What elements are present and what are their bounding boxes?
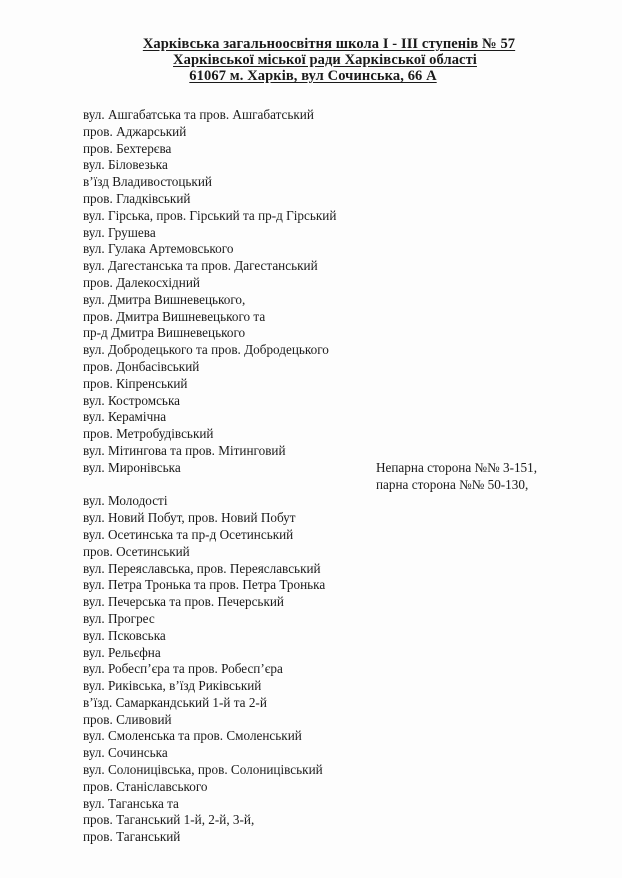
list-item: вул. Робесп’єра та пров. Робесп’єра — [83, 661, 283, 677]
list-item: пров. Бехтерєва — [83, 140, 172, 156]
street-list — [83, 107, 383, 846]
list-item: вул. Псковська — [83, 627, 166, 643]
list-item: вул. Прогрес — [83, 610, 155, 626]
list-item: пров. Метробудівський — [83, 426, 214, 442]
list-item: пров. Донбасівський — [83, 358, 200, 374]
list-item: вул. Гулака Артемовського — [83, 241, 234, 257]
list-item: вул. Сочинська — [83, 745, 168, 761]
list-item: вул. Керамічна — [83, 409, 167, 425]
list-item: вул. Печерська та пров. Печерський — [83, 594, 284, 610]
list-item: пров. Далекосхідний — [83, 274, 200, 290]
list-item: вул. Біловезька — [83, 157, 168, 173]
school-address: 61067 м. Харків, вул Сочинська, 66 А — [189, 68, 437, 84]
school-name: Харківська загальноосвітня школа І - ІІІ ступенів № 57 — [142, 36, 516, 52]
document-header — [0, 36, 622, 84]
list-item: вул. Осетинська та пр-д Осетинський — [83, 526, 294, 542]
list-item: вул. Петра Тронька та пров. Петра Тронька — [83, 577, 326, 593]
list-item: пров. Гладківський — [83, 190, 191, 206]
list-item: вул. Гірська, пров. Гірський та пр-д Гірський — [83, 207, 337, 223]
list-item: вул. Риківська, в’їзд Риківський — [83, 678, 262, 694]
list-item: вул. Миронівська — [83, 459, 181, 475]
list-item: вул. Дмитра Вишневецького, — [83, 291, 246, 307]
list-item: пров. Осетинський — [83, 543, 190, 559]
list-item: пров. Таганський — [83, 829, 181, 845]
list-item: вул. Рельєфна — [83, 644, 161, 660]
list-item: в’їзд. Самаркандський 1-й та 2-й — [83, 694, 267, 710]
school-authority: Харківської міської ради Харківської області — [173, 52, 477, 68]
list-item: вул. Новий Побут, пров. Новий Побут — [83, 510, 296, 526]
list-item: пров. Аджарський — [83, 123, 187, 139]
house-number-note — [376, 459, 537, 493]
list-item: в’їзд Владивостоцький — [83, 174, 212, 190]
list-item: вул. Молодості — [83, 493, 168, 509]
list-item: вул. Ашгабатська та пров. Ашгабатський — [83, 107, 314, 122]
list-item: вул. Смоленська та пров. Смоленський — [83, 728, 302, 744]
even-side-range: парна сторона №№ 50-130, — [376, 477, 529, 492]
list-item: пров. Дмитра Вишневецького та — [83, 308, 266, 324]
list-item: вул. Солоницівська, пров. Солоницівський — [83, 762, 323, 778]
list-item: вул. Костромська — [83, 392, 181, 408]
list-item: пров. Таганський 1-й, 2-й, 3-й, — [83, 812, 255, 828]
odd-side-range: Непарна сторона №№ 3-151, — [376, 460, 538, 475]
list-item: вул. Переяславська, пров. Переяславський — [83, 560, 321, 576]
list-item: вул. Мітингова та пров. Мітинговий — [83, 442, 286, 458]
list-item: пров. Станіславського — [83, 778, 208, 794]
list-item: пров. Кіпренський — [83, 375, 188, 391]
list-item: вул. Грушева — [83, 224, 156, 240]
list-item: вул. Добродецького та пров. Добродецького — [83, 342, 329, 358]
list-item: вул. Дагестанська та пров. Дагестанський — [83, 258, 318, 274]
list-item: вул. Таганська та — [83, 795, 179, 811]
list-item: пр-д Дмитра Вишневецького — [83, 325, 246, 341]
list-item: пров. Сливовий — [83, 711, 172, 727]
